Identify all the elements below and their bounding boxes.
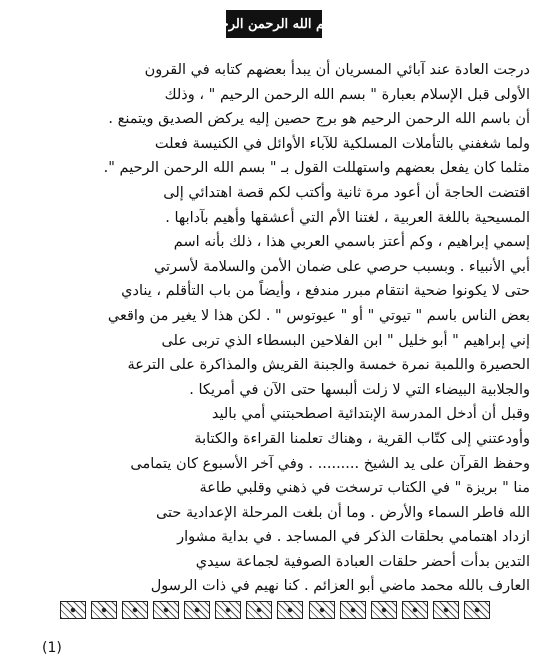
text-line: منا " بريزة " في الكتاب ترسخت في ذهني وقلبي طاعة xyxy=(199,480,530,497)
ornament-tile xyxy=(309,601,335,619)
text-line: درجت العادة عند آبائي المسريان أن يبدأ بعضهم كتابه في القرون xyxy=(144,62,530,78)
ornament-tile xyxy=(60,601,86,619)
text-line: مثلما كان يفعل بعضهم واستهللت القول بـ " بسم الله الرحمن الرحيم ". xyxy=(103,160,530,177)
text-line: وقبل أن أدخل المدرسة الإبتدائية اصطحبتني أمي باليد xyxy=(211,406,530,423)
body-text xyxy=(20,58,530,598)
ornament-tile xyxy=(277,601,303,619)
text-line: التدين بدأت أحضر حلقات العبادة الصوفية لجماعة سيدي xyxy=(195,553,530,570)
text-line: إني إبراهيم " أبو خليل " ابن الفلاحين البسطاء الذي تربى على xyxy=(161,332,530,349)
text-line: بعض الناس باسم " تيوتي " أو " عيوتوس " . لكن هذا لا يغير من واقعي xyxy=(107,307,530,324)
text-line: الله فاطر السماء والأرض . وما أن بلغت المرحلة الإعدادية حتى xyxy=(155,504,530,521)
text-line: العارف بالله محمد ماضي أبو العزائم . كنا نهيم في ذات الرسول xyxy=(150,578,530,595)
ornament-tile xyxy=(122,601,148,619)
decorative-border xyxy=(60,600,490,620)
text-line: وحفظ القرآن على يد الشيخ ......... . وفي آخر الأسبوع كان يتمامى xyxy=(130,455,530,472)
text-line: الأولى قبل الإسلام بعبارة " بسم الله الرحمن الرحيم " ، وذلك xyxy=(164,86,530,103)
text-line: حتى لا يكونوا ضحية انتقام مبرر مندفع ، وأيضاً من باب التأقلم ، ينادي xyxy=(121,283,530,300)
text-line: الحصيرة واللمبة نمرة خمسة والجبنة القريش والمذاكرة على الترعة xyxy=(127,357,530,374)
ornament-tile xyxy=(246,601,272,619)
text-line: اقتضت الحاجة أن أعود مرة ثانية وأكتب لكم قصة اهتدائي إلى xyxy=(163,184,530,201)
ornament-tile xyxy=(91,601,117,619)
ornament-tile xyxy=(215,601,241,619)
text-line: إسمي إبراهيم ، وكم أعتز باسمي العربي هذا ، ذلك بأنه اسم xyxy=(173,234,530,251)
ornament-tile xyxy=(371,601,397,619)
text-line: وأودعتني إلى كتّاب القرية ، وهناك تعلمنا القراءة والكتابة xyxy=(194,430,530,447)
text-line: ازداد اهتمامي بحلقات الذكر في المساجد . في بداية مشوار xyxy=(177,529,530,546)
ornament-tile xyxy=(340,601,366,619)
text-line: والجلابية البيضاء التي لا زلت ألبسها حتى الآن في أمريكا . xyxy=(189,381,530,398)
text-line: المسيحية باللغة العربية ، لغتنا الأم التي أعشقها وأهيم بآدابها . xyxy=(165,209,530,226)
page-number: (1) xyxy=(42,640,62,656)
text-line: ولما شغفني بالتأملات المسلكية للآباء الأوائل في الكنيسة فعلت xyxy=(154,135,530,152)
ornament-tile xyxy=(153,601,179,619)
ornament-tile xyxy=(433,601,459,619)
basmala-header: بسم الله الرحمن الرحيم xyxy=(226,10,322,38)
text-line: أبي الأنبياء . وبسبب حرصي على ضمان الأمن والسلامة لأسرتي xyxy=(153,258,530,275)
ornament-tile xyxy=(464,601,490,619)
ornament-tile xyxy=(184,601,210,619)
ornament-tile xyxy=(402,601,428,619)
text-line: أن باسم الله الرحمن الرحيم هو برج حصين إليه يركض الصديق ويتمنع . xyxy=(108,111,530,128)
